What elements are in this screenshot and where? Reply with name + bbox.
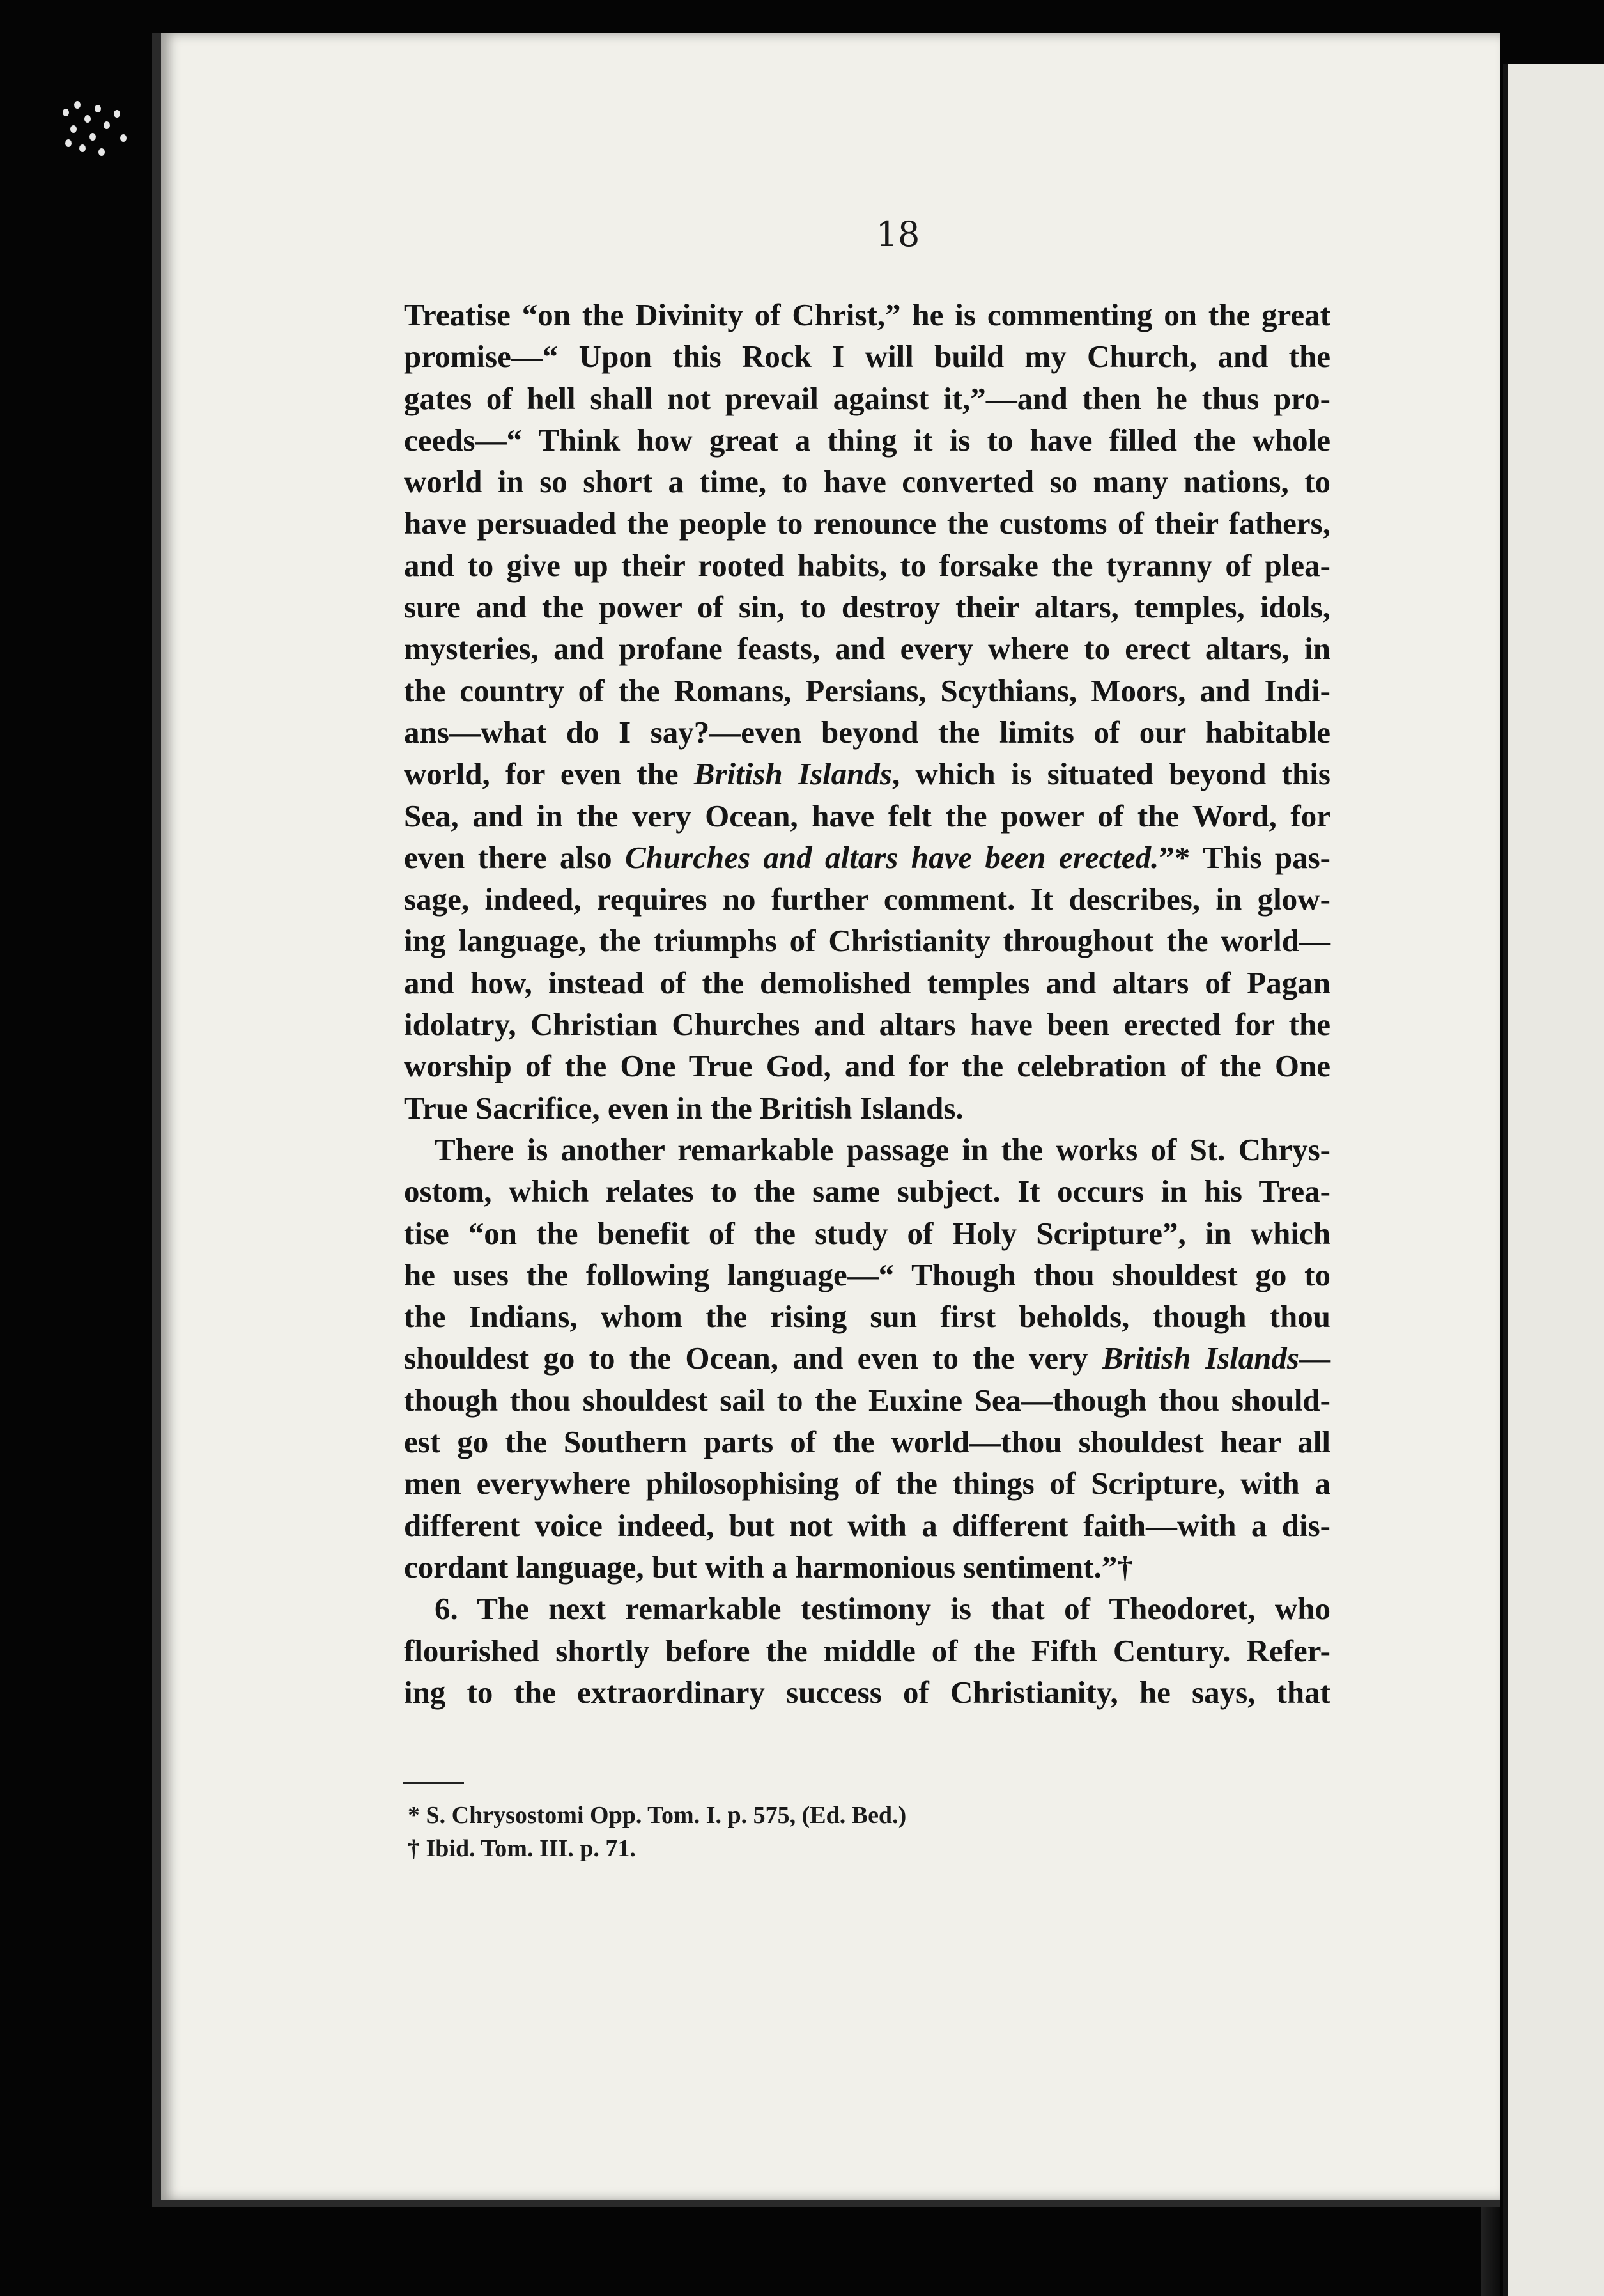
text-line: [404, 753, 1330, 795]
text-line: 6. The next remarkable testimony is that of Theodoret, who: [435, 1591, 1330, 1627]
text-line: Sea, and in the very Ocean, have felt the power of the Word, for: [404, 798, 1330, 834]
footnote: * S. Chrysostomi Opp. Tom. I. p. 575, (Ed. Bed.): [408, 1802, 907, 1829]
text-segment: —: [1299, 1340, 1330, 1376]
text-line: cordant language, but with a harmonious sentiment.”†: [404, 1549, 1133, 1585]
text-segment: ”* This pas-: [1159, 839, 1330, 875]
text-line: have persuaded the people to renounce the customs of their fathers,: [404, 506, 1330, 541]
adjacent-page-edge: [1503, 64, 1604, 2296]
text-line: the country of the Romans, Persians, Scythians, Moors, and Indi-: [404, 672, 1330, 708]
text-line: sage, indeed, requires no further comment. It describes, in glow-: [404, 881, 1330, 917]
text-line: men everywhere philosophising of the things of Scripture, with a: [404, 1466, 1330, 1501]
italic-phrase: British Islands: [1102, 1340, 1299, 1376]
text-line: ing to the extraordinary success of Christianity, he says, that: [404, 1674, 1330, 1710]
text-line: [404, 1337, 1330, 1379]
footnote: † Ibid. Tom. III. p. 71.: [408, 1835, 636, 1862]
text-line: est go the Southern parts of the world—thou shouldest hear all: [404, 1424, 1330, 1460]
text-line: There is another remarkable passage in the works of St. Chrys-: [435, 1131, 1330, 1167]
text-line: worship of the One True God, and for the celebration of the One: [404, 1048, 1330, 1084]
text-line: sure and the power of sin, to destroy their altars, temples, idols,: [404, 589, 1330, 625]
text-line: tise “on the benefit of the study of Holy Scripture”, in which: [404, 1215, 1330, 1251]
text-line: ans—what do I say?—even beyond the limits of our habitable: [404, 714, 1330, 750]
text-line: world in so short a time, to have converted so many nations, to: [404, 464, 1330, 500]
scan-speck-cluster: [56, 96, 139, 185]
body-text: [404, 294, 1330, 1713]
text-line: mysteries, and profane feasts, and every where to erect altars, in: [404, 631, 1330, 667]
text-line: different voice indeed, but not with a different faith—with a dis-: [404, 1507, 1330, 1543]
text-line: ing language, the triumphs of Christianity throughout the world—: [404, 923, 1330, 959]
text-line: True Sacrifice, even in the British Islands.: [404, 1090, 964, 1126]
text-segment: world, for even the: [404, 756, 694, 792]
text-line: gates of hell shall not prevail against it,”—and then he thus pro-: [404, 380, 1330, 416]
text-line: ostom, which relates to the same subject. It occurs in his Trea-: [404, 1174, 1330, 1209]
text-line: the Indians, whom the rising sun first beholds, though thou: [404, 1299, 1330, 1335]
text-line: he uses the following language—“ Though thou shouldest go to: [404, 1257, 1330, 1292]
text-line: [404, 837, 1330, 878]
text-segment: shouldest go to the Ocean, and even to the very: [404, 1340, 1102, 1376]
text-line: promise—“ Upon this Rock I will build my Church, and the: [404, 339, 1330, 375]
text-line: and how, instead of the demolished temples and altars of Pagan: [404, 965, 1330, 1000]
text-segment: , which is situated beyond this: [891, 756, 1330, 792]
italic-phrase: British Islands: [693, 756, 892, 792]
footnote-rule: [403, 1782, 464, 1784]
text-line: flourished shortly before the middle of the Fifth Century. Refer-: [404, 1633, 1330, 1668]
text-line: and to give up their rooted habits, to forsake the tyranny of plea-: [404, 547, 1330, 583]
text-line: though thou shouldest sail to the Euxine Sea—though thou should-: [404, 1382, 1330, 1418]
text-line: idolatry, Christian Churches and altars have been erected for the: [404, 1007, 1330, 1043]
text-segment: even there also: [404, 839, 625, 875]
page-number: 18: [875, 214, 920, 254]
italic-phrase: Churches and altars have been erected.: [624, 839, 1159, 875]
footnotes: [408, 1799, 1175, 1865]
text-line: ceeds—“ Think how great a thing it is to have filled the whole: [404, 422, 1330, 458]
text-line: Treatise “on the Divinity of Christ,” he is commenting on the great: [404, 297, 1330, 332]
